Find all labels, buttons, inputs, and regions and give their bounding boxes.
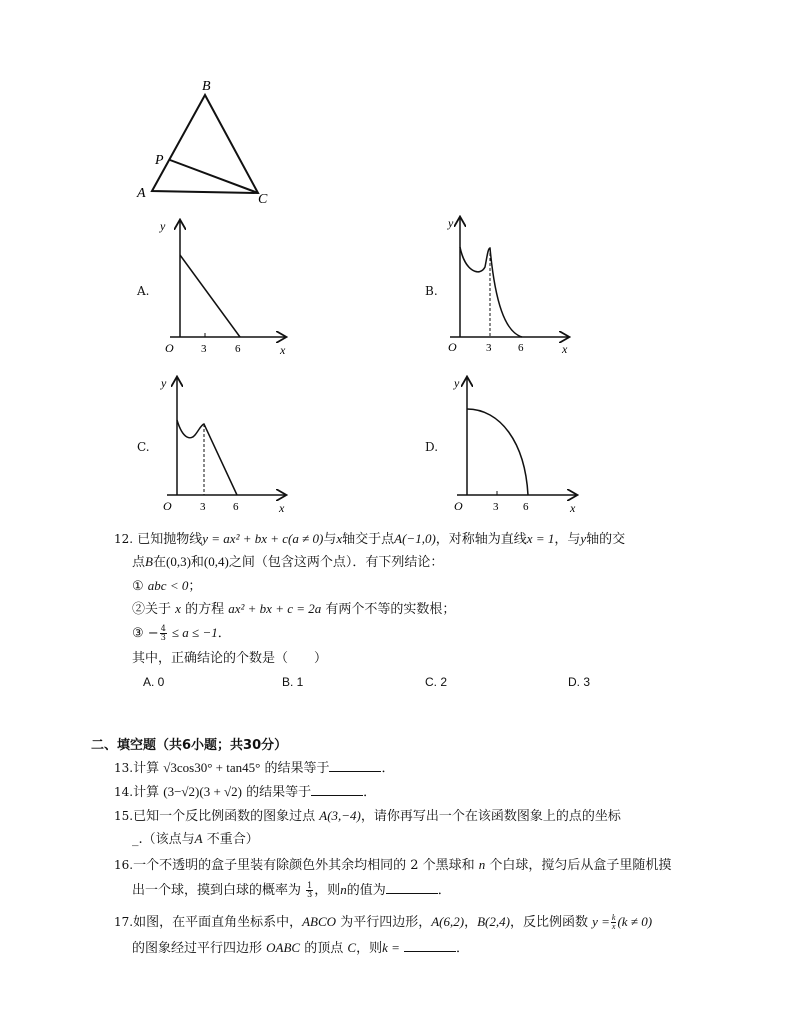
q12-math: abc < 0 — [147, 578, 189, 593]
graph-c-curve — [177, 420, 237, 495]
q12-text: 有两个不等的实数根； — [325, 602, 456, 617]
label-p: P — [155, 153, 164, 168]
q12-x: x — [336, 531, 343, 546]
q12-conclusion-1 — [132, 577, 201, 596]
q12-math: x — [175, 601, 181, 616]
answer-blank[interactable] — [329, 759, 381, 772]
q17-text: ． — [456, 941, 470, 956]
label-o: O — [163, 499, 172, 513]
q12-text: ③ − — [132, 626, 159, 641]
tick-label-3: 3 — [493, 501, 499, 513]
section-title: 二、填空题（共6小题；共30分） — [91, 738, 288, 753]
graph-a[interactable] — [155, 215, 295, 360]
q12-text: ，与 — [554, 532, 581, 547]
q17-text: 如图，在平面直角坐标系中， — [133, 915, 303, 930]
q13-text: 计算 — [133, 761, 160, 776]
graph-d-curve — [467, 409, 528, 495]
option-a-label[interactable]: A. — [137, 284, 150, 298]
graph-c[interactable] — [155, 372, 295, 517]
q17-math: k = — [382, 940, 400, 955]
q16-text: 出一个球，摸到白球的概率为 — [132, 883, 302, 898]
q12-point: (0,4) — [203, 554, 229, 569]
q17-text: 的图象经过平行四边形 — [132, 941, 263, 956]
q16-text: ． — [437, 883, 451, 898]
q15-point-a: A — [194, 831, 203, 846]
q12-number: 12. — [114, 532, 134, 546]
q16-text: 个白球，搅匀后从盒子里随机摸 — [489, 858, 672, 873]
q12-text: 已知抛物线 — [137, 532, 203, 547]
answer-blank[interactable] — [386, 881, 438, 894]
q17-line2 — [132, 939, 469, 958]
graph-d[interactable] — [440, 372, 585, 517]
q12-text: 轴的交 — [586, 532, 626, 547]
tick-label-3: 3 — [200, 501, 206, 513]
tick-label-6: 6 — [235, 343, 241, 355]
q12-text: 和 — [190, 555, 204, 570]
fraction — [611, 914, 617, 931]
q17-math: OABC — [266, 940, 301, 955]
answer-blank[interactable] — [404, 939, 456, 952]
q12-y: y — [580, 531, 587, 546]
q13-number: 13. — [114, 761, 134, 775]
q15-line2 — [132, 830, 259, 849]
q17-math: ABCO — [302, 914, 337, 929]
fraction — [306, 882, 313, 899]
q15-text: ，请你再写出一个在该函数图象上的点的坐标 — [360, 809, 621, 824]
q16-number: 16. — [114, 858, 134, 872]
q12-text: ，对称轴为直线 — [435, 532, 527, 547]
q13-text: 的结果等于 — [264, 761, 330, 776]
q15-text: _.（该点与 — [132, 832, 195, 847]
label-x: x — [280, 343, 286, 357]
label-x: x — [279, 501, 285, 515]
q12-text: ； — [188, 579, 202, 594]
fraction-denominator: x — [611, 922, 616, 931]
q17-math: (k ≠ 0) — [617, 914, 653, 929]
tick-label-6: 6 — [523, 501, 529, 513]
q12-text: ① — [132, 579, 144, 594]
label-b: B — [202, 79, 211, 94]
triangle-abc — [152, 95, 258, 193]
q14-text: ． — [363, 785, 377, 800]
q12-math: ax² + bx + c = 2a — [228, 601, 322, 616]
q12-option-b[interactable]: B. 1 — [282, 675, 304, 689]
q16-line1 — [114, 856, 671, 875]
q17-text: 的顶点 — [304, 941, 344, 956]
q12-option-d[interactable]: D. 3 — [568, 675, 591, 689]
q12-text: 其中，正确结论的个数是（ ） — [132, 651, 328, 666]
q12-math: ≤ a ≤ −1 — [171, 625, 218, 640]
tick-label-3: 3 — [201, 343, 207, 355]
graph-a-curve — [180, 255, 240, 337]
q12-line2 — [132, 553, 443, 572]
q17-text: 为平行四边形， — [340, 915, 432, 930]
answer-blank[interactable] — [311, 783, 363, 796]
label-a: A — [137, 186, 146, 201]
q12-text: 在 — [152, 555, 166, 570]
q12-text: 点 — [132, 555, 146, 570]
q12-conclusion-2 — [132, 600, 455, 619]
segment-pc — [170, 160, 258, 193]
q12-axis: x = 1 — [526, 531, 555, 546]
q15-line1 — [114, 807, 621, 826]
q12-text: 的方程 — [185, 602, 225, 617]
label-y: y — [160, 219, 166, 233]
q12-parabola: y = ax² + bx + c(a ≠ 0) — [202, 531, 324, 546]
graph-b-curve — [460, 247, 522, 337]
q12-point: (0,3) — [165, 554, 191, 569]
fraction — [160, 625, 167, 642]
q12-option-a[interactable]: A. 0 — [143, 675, 165, 689]
fraction-numerator: k — [611, 913, 616, 922]
option-d-label[interactable]: D. — [425, 440, 439, 454]
q12-text: 之间（包含这两个点）．有下列结论： — [228, 555, 444, 570]
q14-expression: (3−√2)(3 + √2) — [163, 784, 242, 799]
q15-text: 已知一个反比例函数的图象过点 — [133, 809, 316, 824]
q14 — [114, 783, 376, 802]
q13 — [114, 759, 395, 778]
label-o: O — [165, 341, 174, 355]
fraction-denominator: 3 — [160, 633, 166, 642]
q17-point-b: B(2,4) — [477, 914, 510, 929]
q17-math: y = — [592, 914, 610, 929]
q13-expression: √3cos30° + tan45° — [163, 760, 261, 775]
q12-line1 — [114, 530, 625, 549]
q15-text: 不重合） — [206, 832, 259, 847]
fraction-denominator: 3 — [307, 890, 313, 899]
q12-conclusion-3 — [132, 624, 231, 643]
q17-number: 17. — [114, 915, 134, 929]
q14-number: 14. — [114, 785, 134, 799]
triangle-figure — [130, 75, 280, 210]
q17-text: ， — [464, 915, 478, 930]
q16-text: 一个不透明的盒子里装有除颜色外其余均相同的 2 个黑球和 — [133, 858, 475, 873]
option-c-label[interactable]: C. — [137, 440, 150, 454]
label-y: y — [448, 216, 454, 230]
q12-question — [132, 650, 327, 668]
tick-label-6: 6 — [233, 501, 239, 513]
q12-point-b: B — [145, 554, 153, 569]
q16-text: ，则 — [314, 883, 341, 898]
q12-text: 与 — [323, 532, 337, 547]
q12-point-a: A(−1,0) — [394, 531, 436, 546]
q15-point: A(3,−4) — [319, 808, 361, 823]
q17-line1 — [114, 913, 652, 932]
fraction-numerator: 4 — [160, 624, 166, 633]
q17-point-c: C — [347, 940, 357, 955]
label-y: y — [161, 376, 167, 390]
q15-number: 15. — [114, 809, 134, 823]
option-b-label[interactable]: B. — [425, 284, 438, 298]
label-y: y — [454, 376, 460, 390]
q17-text: ，反比例函数 — [509, 915, 588, 930]
q14-text: 计算 — [133, 785, 160, 800]
label-o: O — [448, 340, 457, 354]
q13-text: ． — [381, 761, 395, 776]
tick-label-3: 3 — [486, 342, 492, 354]
label-o: O — [454, 499, 463, 513]
label-c: C — [258, 192, 268, 207]
q16-text: 的值为 — [346, 883, 386, 898]
label-x: x — [562, 342, 568, 356]
q17-text: ，则 — [356, 941, 383, 956]
graph-b[interactable] — [440, 212, 580, 360]
q17-point-a: A(6,2) — [431, 914, 465, 929]
tick-label-6: 6 — [518, 342, 524, 354]
q16-n: n — [478, 857, 486, 872]
q12-text: 轴交于点 — [342, 532, 395, 547]
q16-n: n — [340, 882, 347, 897]
q14-text: 的结果等于 — [246, 785, 312, 800]
label-x: x — [570, 501, 576, 515]
fraction-numerator: 1 — [307, 881, 313, 890]
q12-text: ． — [217, 626, 231, 641]
q12-text: ②关于 — [132, 602, 172, 617]
q16-line2 — [132, 881, 451, 900]
q12-option-c[interactable]: C. 2 — [425, 675, 448, 689]
